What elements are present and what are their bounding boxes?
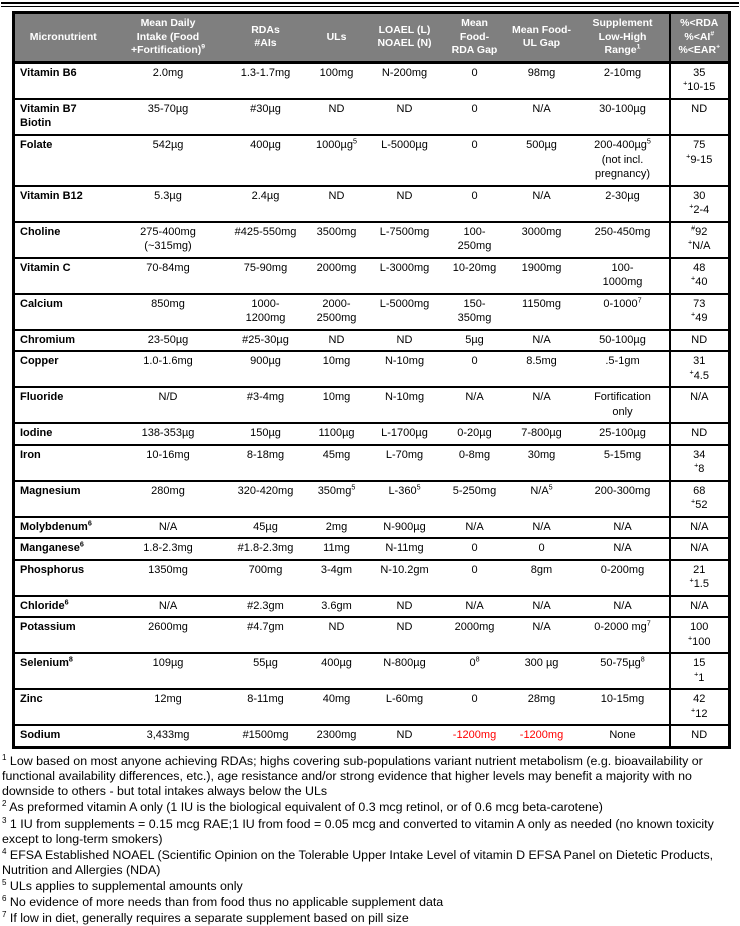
value-cell: 0	[507, 538, 577, 560]
value-cell: 28mg	[507, 689, 577, 725]
value-cell: #30µg	[225, 99, 307, 135]
value-cell: 70-84mg	[112, 258, 225, 294]
table-row	[14, 596, 730, 618]
micronutrient-name-cell: Vitamin B7 Biotin	[14, 99, 112, 135]
value-cell: 34 +8	[670, 445, 730, 481]
table-row	[14, 560, 730, 596]
value-cell: 320-420mg	[225, 481, 307, 517]
value-cell: N-10mg	[367, 387, 443, 423]
value-cell: N-800µg	[367, 653, 443, 689]
value-cell: 8.5mg	[507, 351, 577, 387]
value-cell: 11mg	[307, 538, 367, 560]
value-cell: ND	[307, 186, 367, 222]
micronutrient-name-cell: Zinc	[14, 689, 112, 725]
value-cell: 31 +4.5	[670, 351, 730, 387]
value-cell: 40mg	[307, 689, 367, 725]
value-cell: $L-360^5$	[367, 481, 443, 517]
value-cell: 100mg	[307, 62, 367, 99]
micronutrient-table	[12, 11, 731, 749]
value-cell: #92 +N/A	[670, 222, 730, 258]
column-header-supplement-range: Supplement Low-High Range$^1$	[577, 13, 670, 63]
value-cell: 25-100µg	[577, 423, 670, 445]
value-cell: None	[609, 729, 636, 742]
value-cell: N/A	[577, 596, 670, 618]
value-cell: N/A	[507, 186, 577, 222]
value-cell: 8gm	[507, 560, 577, 596]
micronutrient-name-cell: Vitamin C	[14, 258, 112, 294]
value-cell: 900µg	[225, 351, 307, 387]
value-cell: L-3000mg	[367, 258, 443, 294]
table-row	[14, 222, 730, 258]
value-cell: N-10.2gm	[367, 560, 443, 596]
value-cell: L-7500mg	[367, 222, 443, 258]
value-cell: 30 +2-4	[670, 186, 730, 222]
value-cell: 2.4µg	[225, 186, 307, 222]
value-cell: N-11mg	[367, 538, 443, 560]
value-cell: 0	[443, 351, 507, 387]
value-cell: 2000mg	[443, 617, 507, 653]
value-cell: ND	[367, 617, 443, 653]
value-cell: N/A	[670, 538, 730, 560]
value-cell: N/A	[443, 517, 507, 539]
value-cell: 150- 350mg	[443, 294, 507, 330]
column-header-mean-food-ul-gap: Mean Food- UL Gap	[507, 13, 577, 63]
value-cell: #1.8-2.3mg	[225, 538, 307, 560]
footnote: $^7$ If low in diet, generally requires a separate supplement based on pill size	[2, 910, 409, 926]
value-cell: 542µg	[112, 135, 225, 186]
table-row	[14, 689, 730, 725]
column-header-uls: ULs	[307, 13, 367, 63]
table-row	[14, 653, 730, 689]
value-cell: 0-20µg	[443, 423, 507, 445]
value-cell: 3.6gm	[307, 596, 367, 618]
table-row	[14, 445, 730, 481]
value-cell: 35-70µg	[112, 99, 225, 135]
value-cell: N/A	[507, 99, 577, 135]
value-cell: 10-16mg	[112, 445, 225, 481]
value-cell: ND	[307, 330, 367, 352]
value-cell: L-70mg	[367, 445, 443, 481]
footnote: $^1$ Low based on most anyone achieving RDAs; highs covering sub-populations variant nutrient metabolism (e.g. bioavailability or functional availability differences, etc.), age resistance and/or strong evidence that higher levels may benefit a majority with no downside to others - but total intakes always below the ULs	[2, 752, 703, 799]
micronutrient-name-cell: Copper	[14, 351, 112, 387]
value-cell: 10mg	[307, 387, 367, 423]
value-cell: 10-15mg	[577, 689, 670, 725]
value-cell: 400µg	[225, 135, 307, 186]
table-row	[14, 186, 730, 222]
value-cell: N-900µg	[367, 517, 443, 539]
value-cell: 5-15mg	[577, 445, 670, 481]
value-cell: 5-250mg	[443, 481, 507, 517]
value-cell: 100 +100	[670, 617, 730, 653]
value-cell: 73 +49	[670, 294, 730, 330]
value-cell: 5.3µg	[112, 186, 225, 222]
value-cell: 2-10mg	[577, 62, 670, 99]
value-cell: 280mg	[112, 481, 225, 517]
value-cell: 30mg	[507, 445, 577, 481]
value-cell: N/A	[577, 538, 670, 560]
value-cell: N/A	[443, 596, 507, 618]
value-cell: 1900mg	[507, 258, 577, 294]
value-cell: 500µg	[507, 135, 577, 186]
value-cell: 55µg	[225, 653, 307, 689]
value-cell: 109µg	[112, 653, 225, 689]
value-cell: ND	[367, 186, 443, 222]
micronutrient-name-cell: Iodine	[14, 423, 112, 445]
micronutrient-name-cell: Phosphorus	[14, 560, 112, 596]
value-cell: -1200mg	[452, 729, 497, 742]
table-row	[14, 481, 730, 517]
value-cell: 8-18mg	[225, 445, 307, 481]
value-cell: $350mg^5$	[307, 481, 367, 517]
value-cell: N/A	[670, 517, 730, 539]
micronutrient-name-cell: Iron	[14, 445, 112, 481]
value-cell: 200-400µg$^5$ (not incl. pregnancy)	[577, 135, 670, 186]
table-row	[14, 617, 730, 653]
micronutrient-name-cell: Selenium$^8$	[14, 653, 112, 689]
footnote: $^5$ ULs applies to supplemental amounts only	[2, 877, 243, 893]
value-cell: 45µg	[225, 517, 307, 539]
value-cell: N/A	[507, 330, 577, 352]
value-cell: N/A	[507, 387, 577, 423]
value-cell: 10-20mg	[443, 258, 507, 294]
value-cell: #3-4mg	[225, 387, 307, 423]
value-cell: 2300mg	[316, 729, 357, 742]
value-cell: 68 +52	[670, 481, 730, 517]
value-cell: $0^8$	[443, 653, 507, 689]
footnote: $^4$ EFSA Established NOAEL (Scientific Opinion on the Tolerable Upper Intake Level of vitamin D EFSA Panel on Dietetic Products, Nutrition and Allergies (NDA)	[2, 846, 714, 877]
value-cell: 2000mg	[307, 258, 367, 294]
value-cell: 1.0-1.6mg	[112, 351, 225, 387]
value-cell: 0	[443, 538, 507, 560]
value-cell: N/A	[507, 617, 577, 653]
value-cell: 21 +1.5	[670, 560, 730, 596]
value-cell: 1000µg$^5$	[307, 135, 367, 186]
micronutrient-name-cell: Sodium	[20, 729, 61, 742]
value-cell: L-60mg	[367, 689, 443, 725]
value-cell: 0	[443, 186, 507, 222]
table-row	[14, 387, 730, 423]
micronutrient-name-cell: Vitamin B6	[14, 62, 112, 99]
value-cell: 12mg	[112, 689, 225, 725]
value-cell: 7-800µg	[507, 423, 577, 445]
value-cell: 5µg	[443, 330, 507, 352]
value-cell: L-5000µg	[367, 135, 443, 186]
table-row	[14, 135, 730, 186]
value-cell: 300 µg	[507, 653, 577, 689]
micronutrient-name-cell: Folate	[14, 135, 112, 186]
micronutrient-name-cell: Chloride$^6$	[14, 596, 112, 618]
value-cell: N-10mg	[367, 351, 443, 387]
value-cell: 48 +40	[670, 258, 730, 294]
table-row	[14, 258, 730, 294]
value-cell: N/A	[112, 517, 225, 539]
value-cell: 0	[443, 99, 507, 135]
value-cell: 3,433mg	[146, 729, 190, 742]
value-cell: 400µg	[307, 653, 367, 689]
value-cell: 850mg	[112, 294, 225, 330]
value-cell: 0-2000 $mg^7$	[577, 617, 670, 653]
value-cell: N/A	[443, 387, 507, 423]
value-cell: -1200mg	[519, 729, 564, 742]
micronutrient-name-cell: Potassium	[14, 617, 112, 653]
value-cell: 1.8-2.3mg	[112, 538, 225, 560]
value-cell: 1000- 1200mg	[225, 294, 307, 330]
value-cell: ND	[670, 725, 730, 747]
value-cell: 200-300mg	[577, 481, 670, 517]
value-cell: 75 +9-15	[670, 135, 730, 186]
value-cell: N/A	[112, 596, 225, 618]
footnotes	[0, 749, 740, 926]
value-cell: 10mg	[307, 351, 367, 387]
value-cell: L-5000mg	[367, 294, 443, 330]
value-cell: ND	[307, 617, 367, 653]
value-cell: #425-550mg	[225, 222, 307, 258]
value-cell: 2mg	[307, 517, 367, 539]
footnote: $^2$ As preformed vitamin A only (1 IU is the biological equivalent of 0.3 mcg retinol, or of 0.6 mcg beta-carotene)	[2, 799, 603, 815]
value-cell: 50-100µg	[577, 330, 670, 352]
column-header-loael-noael: LOAEL (L) NOAEL (N)	[367, 13, 443, 63]
value-cell: ND	[670, 330, 730, 352]
value-cell: 2000- 2500mg	[307, 294, 367, 330]
table-row	[14, 725, 730, 747]
micronutrient-name-cell: Magnesium	[14, 481, 112, 517]
micronutrient-name-cell: Molybdenum$^6$	[14, 517, 112, 539]
value-cell: 700mg	[225, 560, 307, 596]
micronutrient-name-cell: Fluoride	[14, 387, 112, 423]
value-cell: 0-8mg	[443, 445, 507, 481]
value-cell: 1350mg	[112, 560, 225, 596]
table-row	[14, 423, 730, 445]
table-header-row	[14, 13, 730, 63]
value-cell: 250-450mg	[577, 222, 670, 258]
micronutrient-name-cell: Manganese$^6$	[14, 538, 112, 560]
value-cell: 8-11mg	[225, 689, 307, 725]
value-cell: #2.3gm	[225, 596, 307, 618]
value-cell: 2-30µg	[577, 186, 670, 222]
table-row	[14, 294, 730, 330]
value-cell: 138-353µg	[112, 423, 225, 445]
value-cell: 3000mg	[507, 222, 577, 258]
value-cell: 2.0mg	[112, 62, 225, 99]
table-row	[14, 330, 730, 352]
micronutrient-name-cell: Choline	[14, 222, 112, 258]
value-cell: 0	[443, 135, 507, 186]
micronutrient-name-cell: Calcium	[14, 294, 112, 330]
column-header-mean-daily-intake: Mean Daily Intake (Food +Fortification)$^9$	[112, 13, 225, 63]
value-cell: ND	[670, 99, 730, 135]
column-header-mean-food-rda-gap: Mean Food- RDA Gap	[443, 13, 507, 63]
value-cell: 1150mg	[507, 294, 577, 330]
value-cell: 0-1000$^7$	[577, 294, 670, 330]
column-header-percent-below: %<RDA %<AI# %<EAR+	[670, 13, 730, 63]
value-cell: 1.3-1.7mg	[225, 62, 307, 99]
value-cell: 2600mg	[112, 617, 225, 653]
value-cell: 100- 1000mg	[577, 258, 670, 294]
value-cell: N/A	[670, 596, 730, 618]
value-cell: #1500mg	[242, 729, 289, 742]
value-cell: ND	[307, 99, 367, 135]
value-cell: N-200mg	[367, 62, 443, 99]
value-cell: 100- 250mg	[443, 222, 507, 258]
value-cell: .5-1gm	[577, 351, 670, 387]
footnote: $^6$ No evidence of more needs than from food thus no applicable supplement data	[2, 894, 444, 910]
value-cell: N/A	[670, 387, 730, 423]
value-cell: 75-90mg	[225, 258, 307, 294]
value-cell: 50-75µg$^8$	[577, 653, 670, 689]
value-cell: 0	[443, 62, 507, 99]
value-cell: ND	[670, 423, 730, 445]
micronutrient-name-cell: Chromium	[14, 330, 112, 352]
value-cell: 30-100µg	[577, 99, 670, 135]
value-cell: N/D	[112, 387, 225, 423]
value-cell: ND	[396, 729, 413, 742]
value-cell: 3500mg	[307, 222, 367, 258]
value-cell: N/A	[507, 517, 577, 539]
footnote: $^3$ 1 IU from supplements = 0.15 mcg RAE;1 IU from food = 0.05 mcg and converted to vitamin A only as needed (no known toxicity except to long-term smokers)	[2, 815, 714, 846]
value-cell: L-1700µg	[367, 423, 443, 445]
value-cell: N/A	[577, 517, 670, 539]
column-header-micronutrient: Micronutrient	[14, 13, 112, 63]
value-cell: 275-400mg (~315mg)	[112, 222, 225, 258]
value-cell: 23-50µg	[112, 330, 225, 352]
value-cell: ND	[367, 330, 443, 352]
value-cell: 1100µg	[307, 423, 367, 445]
column-header-rdas-ais: RDAs #AIs	[225, 13, 307, 63]
table-row	[14, 517, 730, 539]
value-cell: 150µg	[225, 423, 307, 445]
value-cell: Fortification only	[577, 387, 670, 423]
value-cell: $N/A^5$	[507, 481, 577, 517]
value-cell: #4.7gm	[225, 617, 307, 653]
value-cell: 0-200mg	[577, 560, 670, 596]
value-cell: 3-4gm	[307, 560, 367, 596]
top-divider	[1, 2, 739, 7]
value-cell: 98mg	[507, 62, 577, 99]
table-row	[14, 62, 730, 99]
value-cell: 0	[443, 560, 507, 596]
value-cell: ND	[367, 99, 443, 135]
table-row	[14, 351, 730, 387]
value-cell: ND	[367, 596, 443, 618]
value-cell: N/A	[507, 596, 577, 618]
value-cell: 42 +12	[670, 689, 730, 725]
micronutrient-name-cell: Vitamin B12	[14, 186, 112, 222]
value-cell: 35 +10-15	[670, 62, 730, 99]
table-row	[14, 99, 730, 135]
value-cell: 15 +1	[670, 653, 730, 689]
value-cell: 0	[443, 689, 507, 725]
value-cell: 45mg	[307, 445, 367, 481]
table-row	[14, 538, 730, 560]
value-cell: #25-30µg	[225, 330, 307, 352]
